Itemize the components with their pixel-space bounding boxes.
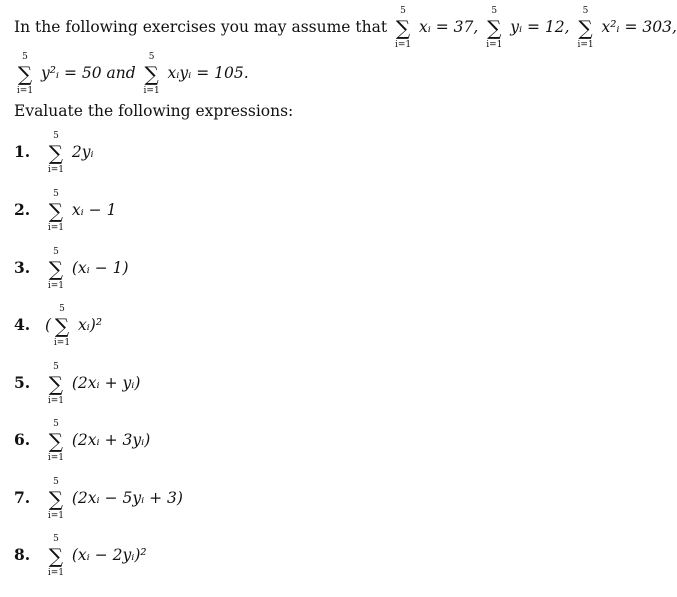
intro-line-2 xyxy=(14,52,249,96)
exercise-3: 3. 5 ∑ i=1 (xᵢ − 1) xyxy=(14,247,129,291)
exercise-expression: 2yᵢ xyxy=(71,143,94,161)
exercise-8: 8. 5 ∑ i=1 (xᵢ − 2yᵢ)² xyxy=(14,534,147,578)
summation-symbol: 5 ∑ i=1 xyxy=(143,52,160,96)
summation-symbol: 5 ∑ i=1 xyxy=(47,362,65,406)
summation-symbol: 5 ∑ i=1 xyxy=(47,534,65,578)
summation-symbol: 5 ∑ i=1 xyxy=(53,304,71,348)
exercise-expression: xᵢ)² xyxy=(77,316,103,334)
summation-symbol: 5 ∑ i=1 xyxy=(394,6,412,50)
given-sum-xy: xᵢyᵢ = 105. xyxy=(167,64,249,82)
summation-symbol: 5 ∑ i=1 xyxy=(47,131,65,175)
exercise-expression: (xᵢ − 1) xyxy=(71,259,129,277)
exercise-1: 1. 5 ∑ i=1 2yᵢ xyxy=(14,131,94,175)
instruction-text: Evaluate the following expressions: xyxy=(14,102,294,120)
given-sum-y-squared: y²ᵢ = 50 and xyxy=(40,64,136,82)
exercise-4: 4. ( 5 ∑ i=1 xᵢ)² xyxy=(14,304,103,348)
exercise-5: 5. 5 ∑ i=1 (2xᵢ + yᵢ) xyxy=(14,362,141,406)
exercise-expression: (2xᵢ + yᵢ) xyxy=(71,374,141,392)
summation-symbol: 5 ∑ i=1 xyxy=(47,419,65,463)
summation-symbol: 5 ∑ i=1 xyxy=(47,189,65,233)
exercise-6: 6. 5 ∑ i=1 (2xᵢ + 3yᵢ) xyxy=(14,419,151,463)
given-sum-x: xᵢ = 37, xyxy=(418,18,479,36)
summation-symbol: 5 ∑ i=1 xyxy=(47,477,65,521)
summation-symbol: 5 ∑ i=1 xyxy=(47,247,65,291)
summation-symbol: 5 ∑ i=1 xyxy=(577,6,594,50)
exercise-expression: (xᵢ − 2yᵢ)² xyxy=(71,546,147,564)
exercise-7: 7. 5 ∑ i=1 (2xᵢ − 5yᵢ + 3) xyxy=(14,477,183,521)
exercise-expression: (2xᵢ + 3yᵢ) xyxy=(71,431,151,449)
exercise-expression: (2xᵢ − 5yᵢ + 3) xyxy=(71,489,183,507)
exercise-2: 2. 5 ∑ i=1 xᵢ − 1 xyxy=(14,189,117,233)
intro-prefix: In the following exercises you may assume that xyxy=(14,18,388,36)
given-sum-x-squared: x²ᵢ = 303, xyxy=(601,18,677,36)
summation-symbol: 5 ∑ i=1 xyxy=(16,52,34,96)
exercise-expression: xᵢ − 1 xyxy=(71,201,117,219)
summation-symbol: 5 ∑ i=1 xyxy=(486,6,503,50)
intro-line-1 xyxy=(14,6,677,50)
given-sum-y: yᵢ = 12, xyxy=(510,18,570,36)
